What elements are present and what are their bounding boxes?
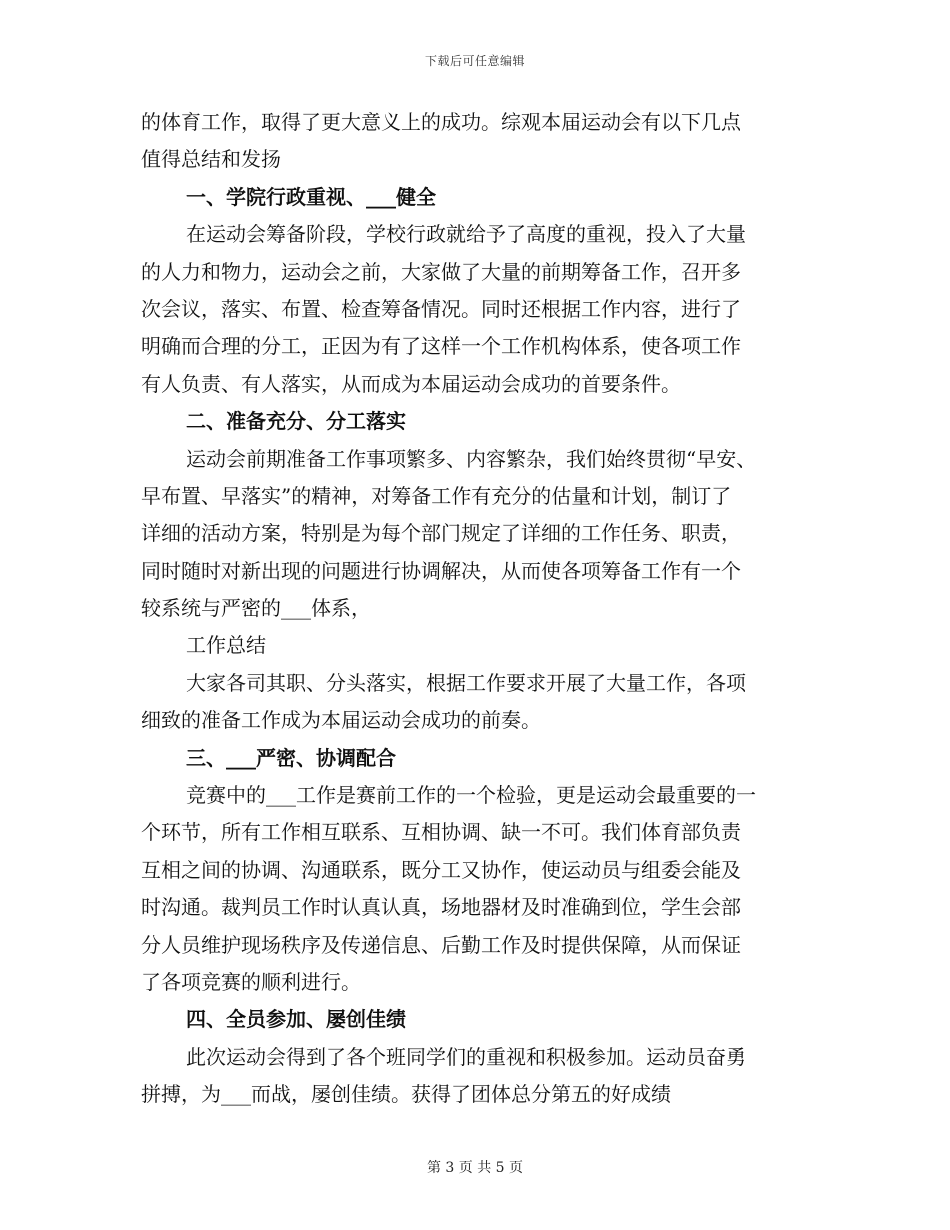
text-line: 此次运动会得到了各个班同学们的重视和积极参加。运动员奋勇: [186, 1044, 746, 1069]
text-line: 个环节，所有工作相互联系、互相协调、缺一不可。我们体育部负责: [141, 820, 741, 845]
text-line: 次会议，落实、布置、检查筹备情况。同时还根据工作内容，进行了: [141, 296, 741, 321]
text-line: 较系统与严密的___体系，: [141, 596, 371, 621]
text-line: 拼搏，为___而战，屡创佳绩。获得了团体总分第五的好成绩: [141, 1082, 671, 1107]
text-line: 工作总结: [186, 633, 266, 658]
page-number: 第 3 页 共 5 页: [426, 1160, 524, 1176]
text-line: 大家各司其职、分头落实，根据工作要求开展了大量工作，各项: [186, 670, 746, 695]
text-line: 有人负责、有人落实，从而成为本届运动会成功的首要条件。: [141, 371, 681, 396]
text-line: 分人员维护现场秩序及传递信息、后勤工作及时提供保障，从而保证: [141, 932, 741, 957]
text-line: 早布置、早落实”的精神，对筹备工作有充分的估量和计划，制订了: [141, 483, 732, 508]
text-line: 竞赛中的___工作是赛前工作的一个检验，更是运动会最重要的一: [186, 783, 756, 808]
text-line: 了各项竞赛的顺利进行。: [141, 969, 361, 994]
text-line: 详细的活动方案，特别是为每个部门规定了详细的工作任务、职责，: [141, 521, 741, 546]
text-line: 互相之间的协调、沟通联系，既分工又协作，使运动员与组委会能及: [141, 857, 741, 882]
text-line: 同时随时对新出现的问题进行协调解决，从而使各项筹备工作有一个: [141, 558, 741, 583]
text-line: 值得总结和发扬: [141, 147, 281, 172]
text-line: 明确而合理的分工，正因为有了这样一个工作机构体系，使各项工作: [141, 334, 741, 359]
section-heading: 二、准备充分、分工落实: [186, 409, 406, 434]
text-line: 在运动会筹备阶段，学校行政就给予了高度的重视，投入了大量: [186, 222, 746, 247]
page-header: 下载后可任意编辑: [424, 54, 525, 68]
text-line: 的体育工作，取得了更大意义上的成功。综观本届运动会有以下几点: [141, 110, 741, 134]
text-line: 运动会前期准备工作事项繁多、内容繁杂，我们始终贯彻“早安、: [186, 446, 757, 471]
text-line: 时沟通。裁判员工作时认真认真，场地器材及时准确到位，学生会部: [141, 895, 741, 920]
text-line: 细致的准备工作成为本届运动会成功的前奏。: [141, 708, 541, 733]
document-body: [141, 104, 811, 1114]
text-line: 的人力和物力，运动会之前，大家做了大量的前期筹备工作，召开多: [141, 259, 741, 284]
section-heading: 四、全员参加、屡创佳绩: [186, 1007, 406, 1032]
section-heading: 一、学院行政重视、___健全: [186, 184, 436, 209]
section-heading: 三、___严密、协调配合: [186, 745, 396, 770]
